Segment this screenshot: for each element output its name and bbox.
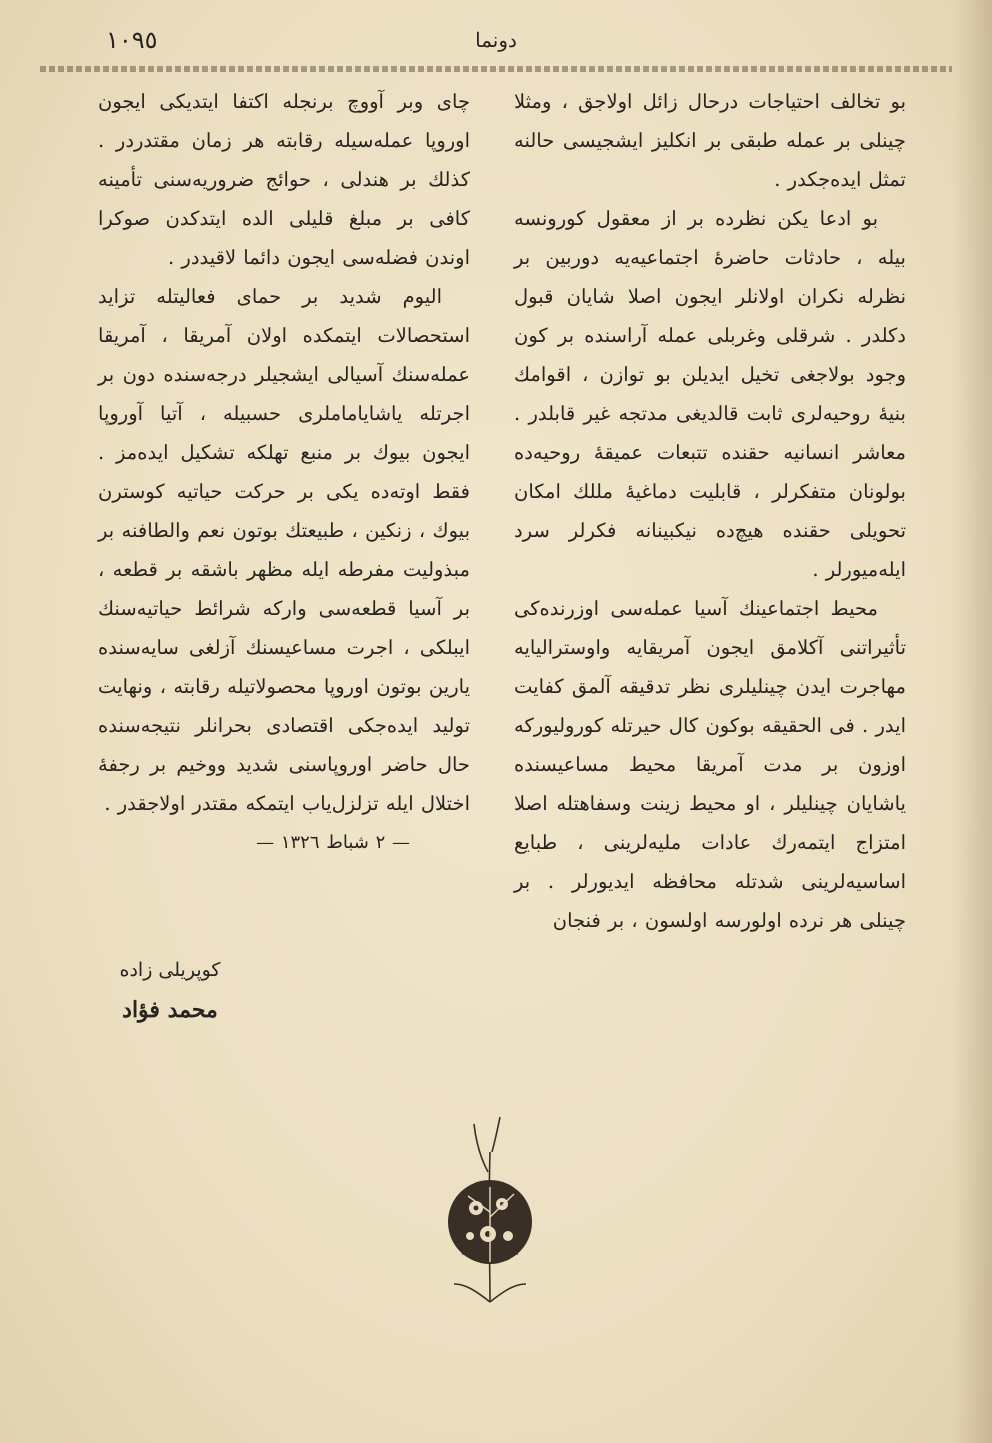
paragraph: چای وبر آووچ برنجله اکتفا ایتدیکی ایجون اوروپا عمله‌سیله رقابته هر زمان مقتدردر . کذلك بر هندلی ، حوائج ضروریه‌سنی تأمینه کافی بر مبلغ قلیلی الده ایتدکدن صوکرا اوندن فضله‌سی ایجون دائما لاقیددر . (98, 90, 470, 269)
page-edge-shadow (952, 0, 992, 1443)
author-surname: کوپریلی زاده (119, 959, 221, 981)
author-name: محمد فؤاد (122, 997, 218, 1023)
page-number: ١٠٩٥ (106, 26, 158, 54)
paragraph: بو تخالف احتیاجات درحال زائل اولاجق ، ومثلا چینلی بر عمله طبقی بر انکلیز ایشجیسی حالنه تمثل ایده‌جکدر . (514, 90, 906, 191)
header-rule (40, 66, 952, 72)
paragraph: محیط اجتماعینك آسیا عمله‌سی اوزرنده‌کی تأثیراتنی آکلامق ایجون آمریقایه واوسترالیایه مهاجرت ایدن چینلیلری نظر تدقیقه آلمق کفایت ایدر . فی الحقیقه بوکون کال حیرتله کورولیورکه اوزون بر مدت آمریقا محیط مساعیسنده یاشایان چینلیلر ، او محیط زینت وسفاهتله اصلا امتزاج ایتمه‌رك عادات ملیه‌لرینی ، طبایع اساسیه‌لرینی شدتله محافظه ایدیورلر . بر چینلی هر نرده اولورسه اولسون ، بر فنجان (514, 597, 906, 932)
page-header (40, 22, 952, 66)
author-signature (100, 950, 240, 1030)
left-column (98, 82, 470, 862)
running-title: دونما (475, 28, 517, 52)
right-column (514, 82, 906, 940)
floral-ornament-icon (440, 1112, 540, 1312)
paragraph: الیوم شدید بر حمای فعالیتله تزاید استحصالات ایتمکده اولان آمریقا ، آمریقا عمله‌سنك آسیالی ایشجیلر درجه‌سنده دون بر اجرتله یاشایاماملری حسبیله ، آتیا آوروپا ایجون بیوك بر منبع تهلکه تشکیل ایده‌مز . فقط اوته‌ده یکی بر حرکت حیاتیه کوسترن بیوك ، زنکین ، طبیعتك بوتون نعم والطافنه بر مبذولیت مفرطه ایله مظهر باشقه بر قطعه ، بر آسیا قطعه‌سی وارکه شرائط حیاتیه‌سنك ایبلکی ، اجرت مساعیسنك آزلغی سایه‌سنده یارین بوتون اوروپا محصولاتیله رقابته ، ونهایت تولید ایده‌جکی اقتصادی بحرانلر نتیجه‌سنده حال حاضر اوروپاسنی شدید ووخیم بر رجفهٔ اختلال ایله تزلزل‌یاب ایتمکه مقتدر اولاجقدر . (98, 285, 470, 815)
paragraph: بو ادعا یکن نظرده بر از معقول کورونسه بیله ، حادثات حاضرهٔ اجتماعیه‌یه دوربین بر نظرله نکران اولانلر ایجون اصلا شایان قبول دکلدر . شرقلی وغربلی عمله آراسنده بر کون وجود بولاجغی تخیل ایدیلن بو توازن ، اقوامك بنیهٔ روحیه‌لری ثابت قالدیغی مدتجه غیر قابلدر . معاشر انسانیه حقنده تتبعات عمیقهٔ روحیه‌ده بولونان متفکرلر ، قابلیت دماغیهٔ مللك امکان تحویلی حقنده هیچ‌ده نیکبینانه فکرلر سرد ایله‌میورلر . (514, 207, 906, 581)
date-line: — ٢ شباط ١٣٢٦ — (256, 832, 410, 853)
